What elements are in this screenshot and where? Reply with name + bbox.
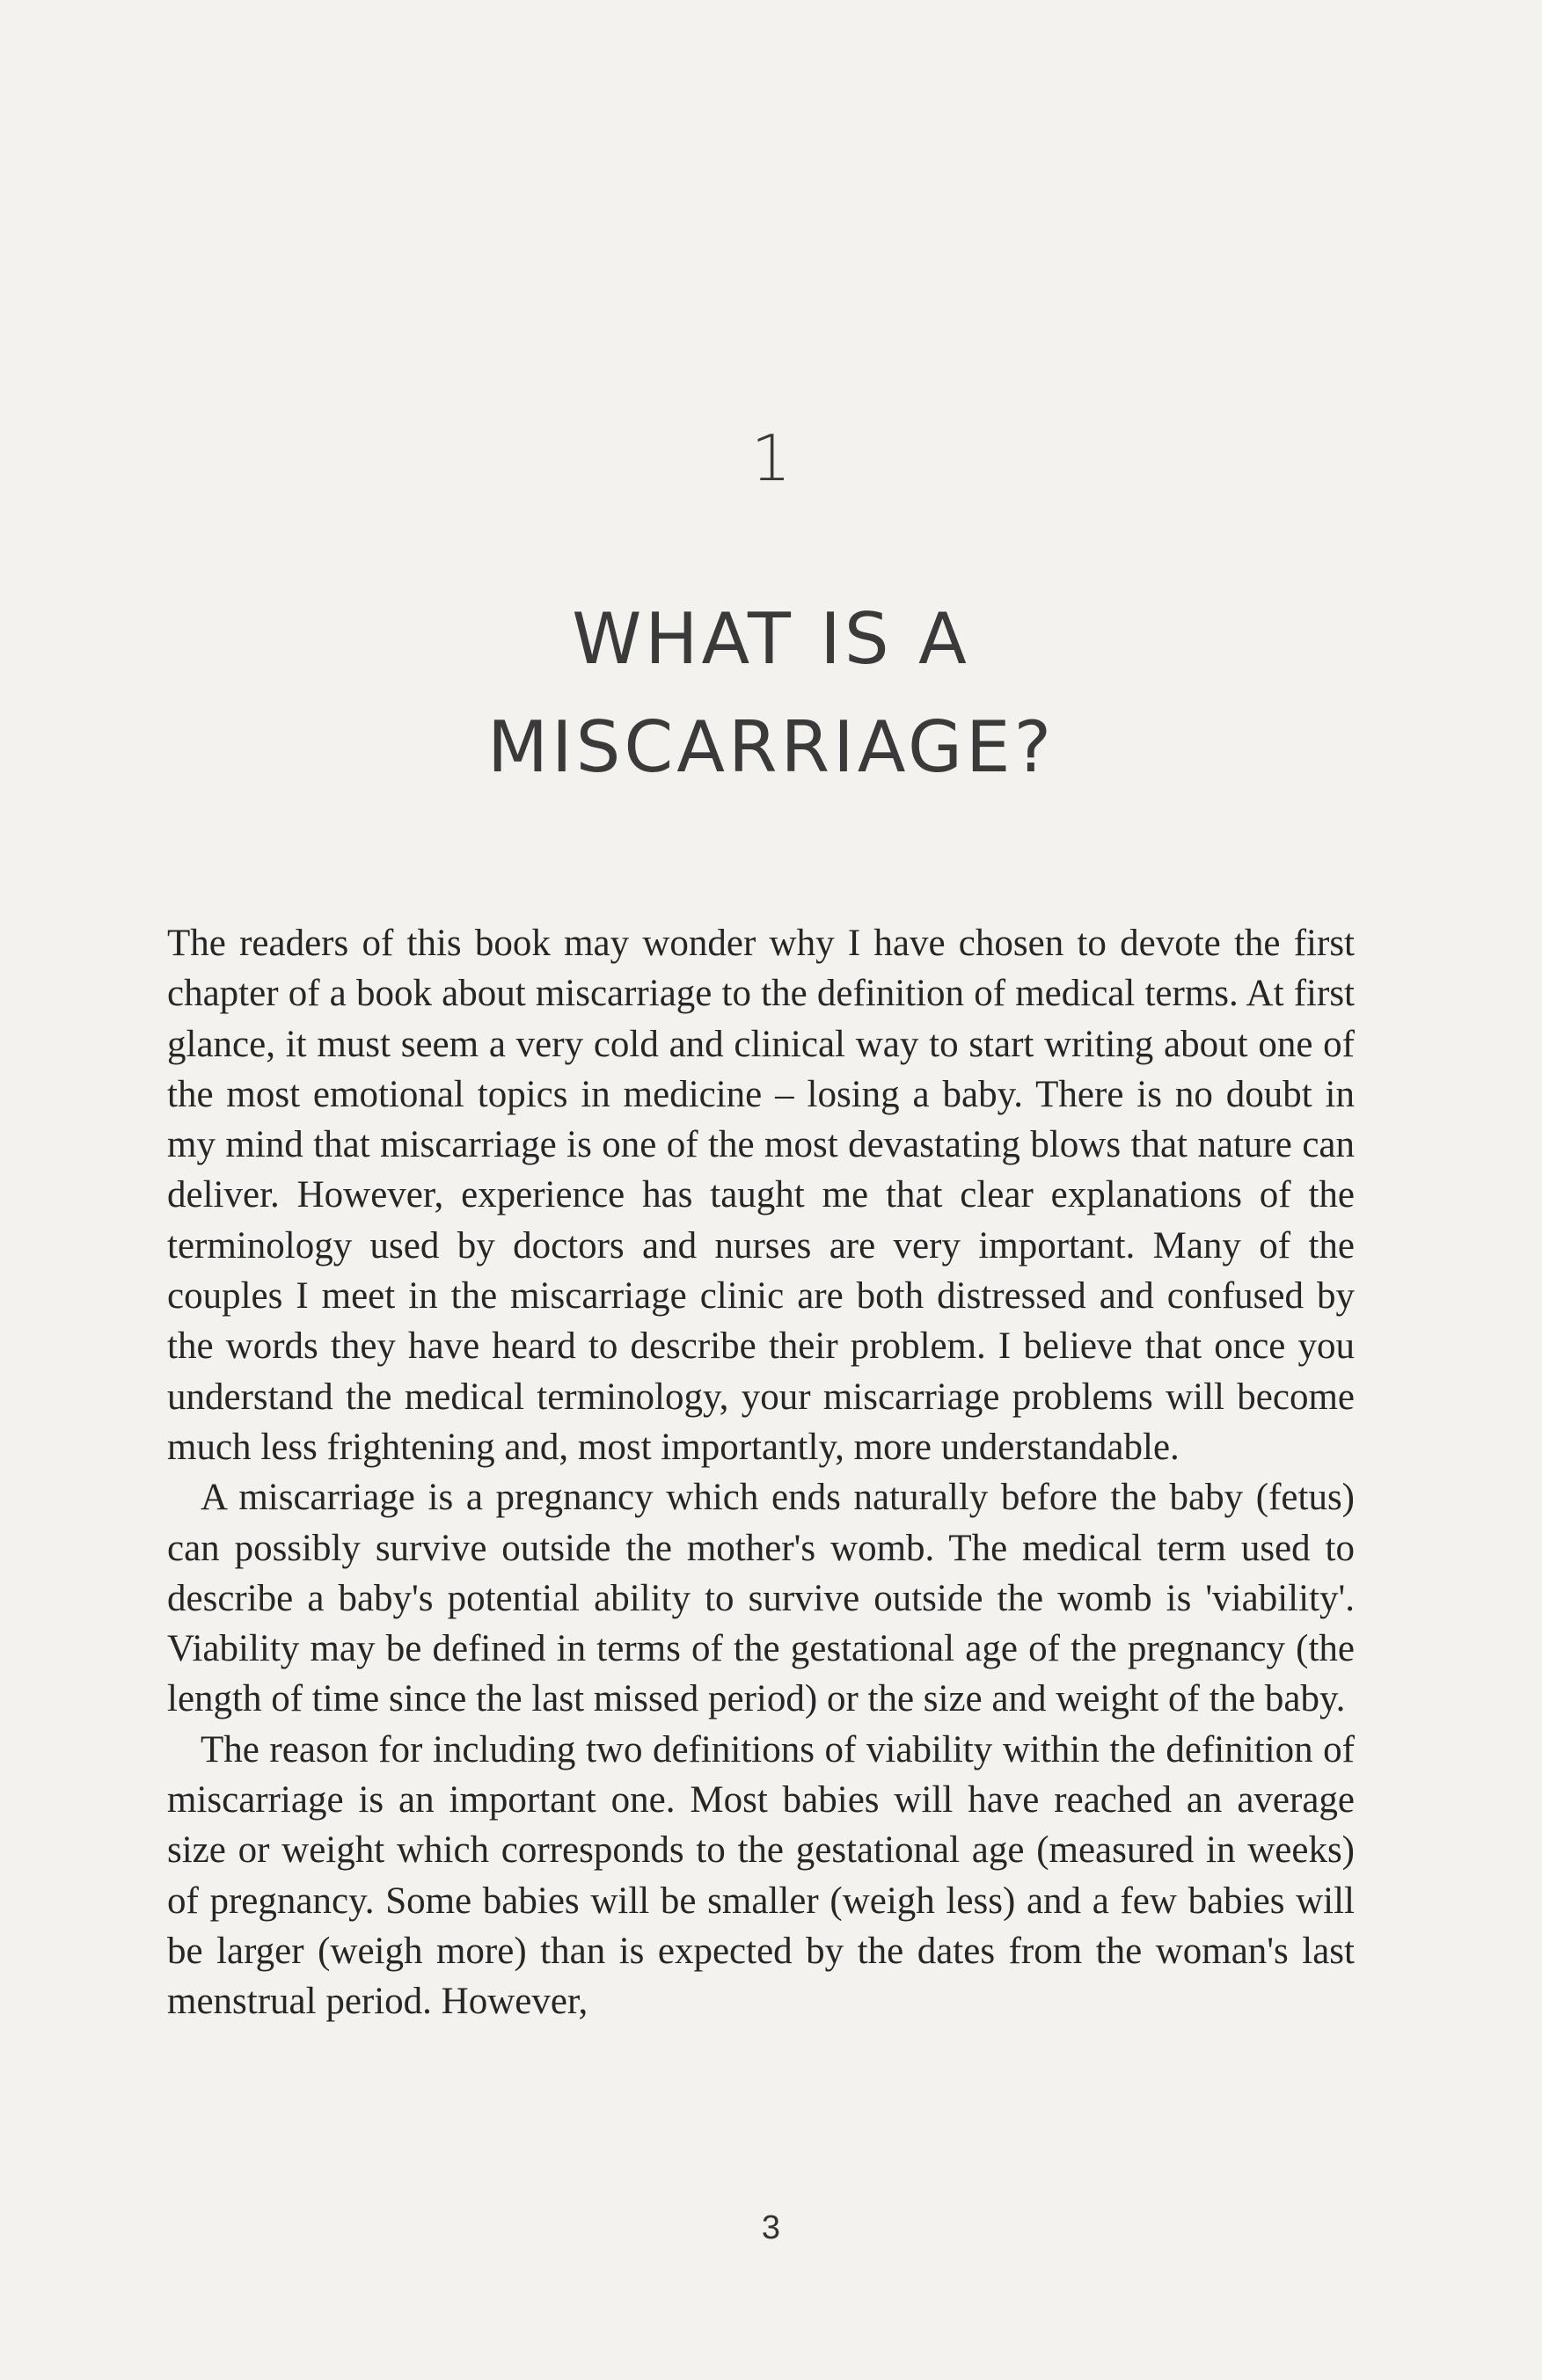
paragraph-2: A miscarriage is a pregnancy which ends naturally before the baby (fetus) can possibly survive outside the mother's womb. The medical term used to describe a baby's potential ability to survive outside the womb is 'viability'. Viability may be defined in terms of the gestational age of the pregnancy (the length of time since the last missed period) or the size and weight of the baby. [167, 1477, 1355, 1720]
page-number: 3 [761, 2209, 781, 2246]
body-text [167, 918, 1355, 2027]
paragraph-3: The reason for including two definitions of viability within the definition of miscarriage is an important one. Most babies will have reached an average size or weight which corresponds to the gestational age (measured in weeks) of pregnancy. Some babies will be smaller (weigh less) and a few babies will be larger (weigh more) than is expected by the dates from the woman's last menstrual period. However, [167, 1728, 1355, 2023]
chapter-number: 1 [750, 421, 792, 495]
chapter-title [0, 585, 1542, 801]
paragraph-1: The readers of this book may wonder why I have chosen to devote the first chapter of a book about miscarriage to the definition of medical terms. At first glance, it must seem a very cold and clinical way to start writing about one of the most emotional topics in medicine – losing a baby. There is no doubt in my mind that miscarriage is one of the most devastating blows that nature can deliver. However, experience has taught me that clear explanations of the terminology used by doctors and nurses are very important. Many of the couples I meet in the miscarriage clinic are both distressed and confused by the words they have heard to describe their problem. I believe that once you understand the medical terminology, your miscarriage problems will become much less frightening and, most importantly, more understandable. [167, 923, 1355, 1468]
chapter-title-line-1: WHAT IS A [572, 598, 970, 680]
chapter-title-line-2: MISCARRIAGE? [486, 706, 1056, 788]
